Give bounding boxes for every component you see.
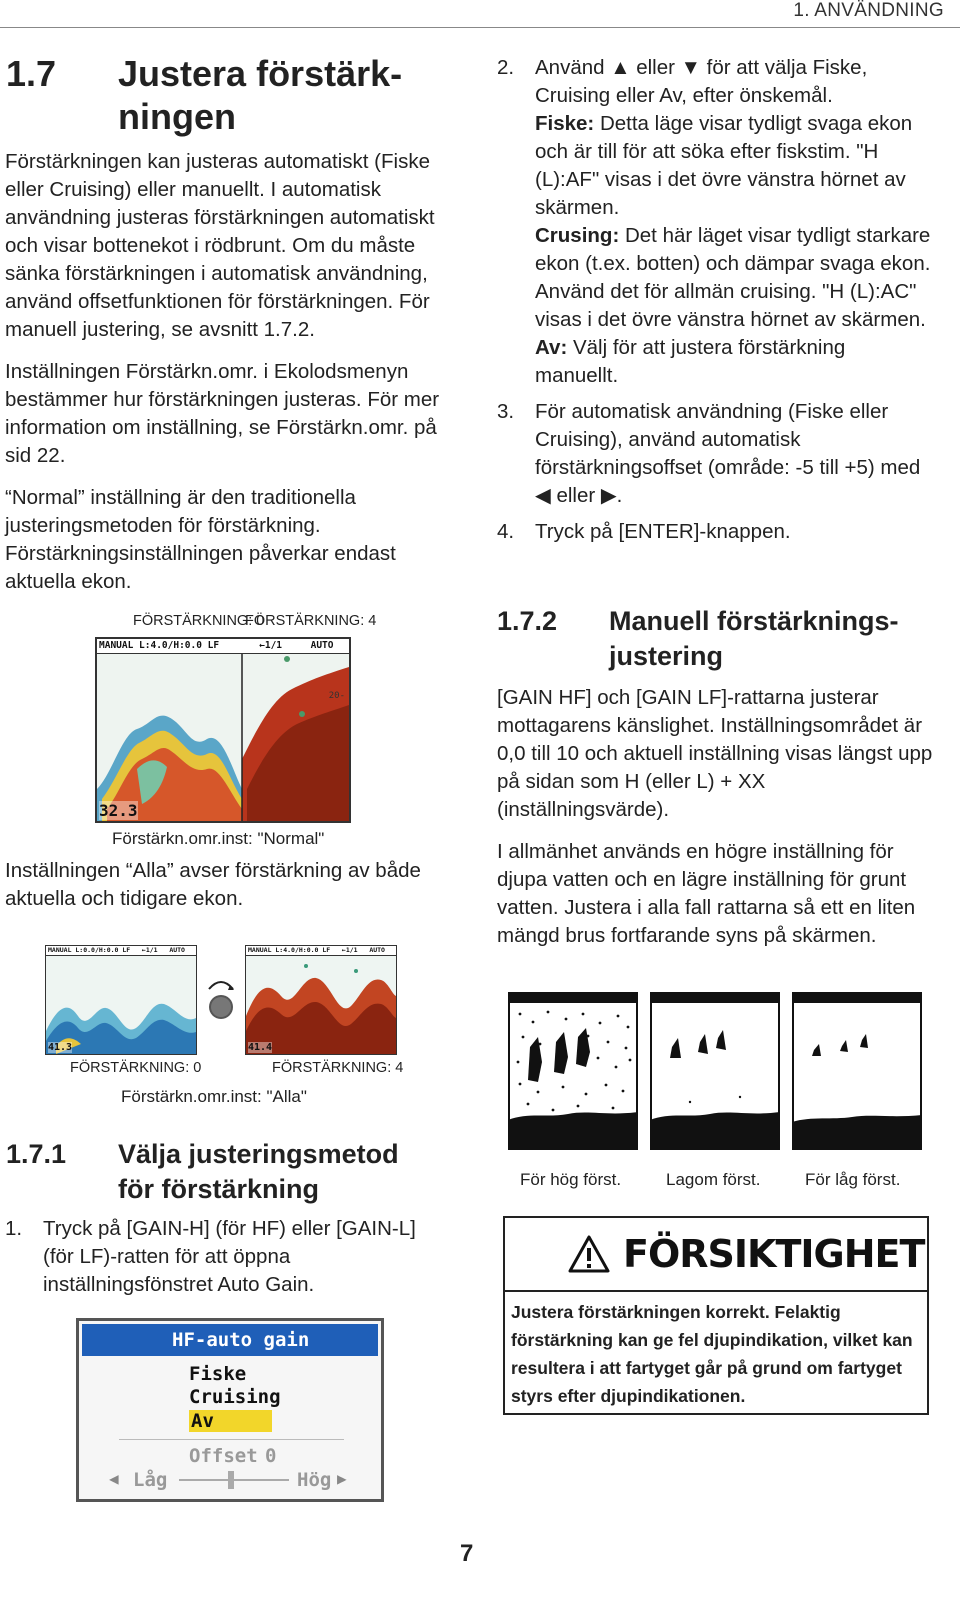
fig1-depth-readout: 32.3 bbox=[99, 801, 138, 820]
fig1-label-left: FÖRSTÄRKNING: 0 bbox=[133, 613, 265, 629]
gain-too-low-illustration bbox=[792, 992, 922, 1155]
fig1-echogram bbox=[97, 639, 349, 821]
step3-number: 3. bbox=[497, 400, 515, 423]
subsection-172-heading bbox=[497, 604, 937, 674]
fiske-text: Detta läge visar tydligt svaga ekon och är till för att söka efter fiskstim. "H (L):AF" visas i det övre vänstra hörnet av skärmen. bbox=[535, 112, 913, 219]
fig2-label-left: FÖRSTÄRKNING: 0 bbox=[70, 1060, 202, 1076]
dialog-offset-label: Offset bbox=[189, 1445, 258, 1467]
running-header: 1. ANVÄNDNING bbox=[793, 0, 944, 21]
fig2-echogram-right bbox=[246, 946, 396, 1054]
slider-right-arrow-icon[interactable]: ▶ bbox=[337, 1469, 347, 1488]
step4-text: Tryck på [ENTER]-knappen. bbox=[535, 520, 791, 543]
fig2-label-right: FÖRSTÄRKNING: 4 bbox=[272, 1060, 404, 1076]
subsection-171-number: 1.7.1 bbox=[6, 1139, 67, 1169]
av-text: Välj för att justera förstärkning manuellt. bbox=[535, 336, 846, 387]
gain-correct-illustration bbox=[650, 992, 780, 1155]
offset-slider-thumb[interactable] bbox=[228, 1471, 234, 1489]
section-number: 1.7 bbox=[6, 53, 57, 94]
subsection-171-title-line1: Välja justeringsmetod bbox=[118, 1139, 399, 1169]
fig2-right-depth: 41.4 bbox=[248, 1042, 273, 1053]
dialog-option-fiske[interactable]: Fiske bbox=[189, 1363, 247, 1385]
alla-paragraph: Inställningen “Alla” avser förstärkning av både aktuella och tidigare ekon. bbox=[5, 859, 421, 910]
header-rule bbox=[0, 27, 960, 28]
step4-number: 4. bbox=[497, 520, 515, 543]
fiske-term: Fiske: bbox=[535, 112, 595, 135]
gain-knob-icon bbox=[203, 975, 239, 1030]
section-title-line1: Justera förstärk- bbox=[118, 53, 403, 94]
right-steps bbox=[497, 54, 933, 546]
subsection-171-heading bbox=[6, 1137, 446, 1207]
step2-intro: Använd ▲ eller ▼ för att välja Fiske, Cruising eller Av, efter önskemål. bbox=[535, 56, 868, 107]
section-heading bbox=[6, 52, 446, 138]
alla-paragraph-wrap bbox=[5, 857, 450, 927]
caution-title: FÖRSIKTIGHET bbox=[505, 1218, 927, 1292]
menu-paragraph: Inställningen Förstärkn.omr. i Ekolodsmenyn bestämmer hur förstärkningen justeras. För mer information om inställning, se Förstärkn.omr. på sid 22. bbox=[5, 360, 440, 467]
manual-gain-paragraph1: [GAIN HF] och [GAIN LF]-rattarna justerar mottagarens känslighet. Inställningsområdet är 0,0 till 10 och aktuell inställning visas längst upp på sidan som H (eller L) + XX (inställningsvärde). bbox=[497, 686, 933, 821]
dialog-option-av[interactable] bbox=[189, 1410, 272, 1432]
slider-left-arrow-icon[interactable]: ◀ bbox=[109, 1469, 119, 1488]
section-title-line2: ningen bbox=[118, 96, 236, 137]
subsection-172-number: 1.7.2 bbox=[497, 606, 558, 636]
fig1-sonar-screen bbox=[95, 637, 351, 823]
step3-text: För automatisk användning (Fiske eller Cruising), använd automatisk förstärkningsoffset (område: -5 till +5) med ◀ eller ▶. bbox=[535, 400, 921, 507]
subsection-172-title-line2: justering bbox=[609, 641, 724, 671]
left-intro bbox=[5, 148, 445, 610]
step2-number: 2. bbox=[497, 56, 515, 79]
subsection-172-title-line1: Manuell förstärknings- bbox=[609, 606, 899, 636]
gain-too-high-illustration bbox=[508, 992, 638, 1155]
slider-high-label: Hög bbox=[297, 1469, 332, 1491]
fig2-left-depth: 41.3 bbox=[48, 1042, 73, 1053]
fig1-screen-header: MANUAL L:4.0/H:0.0 LF ←1/1 AUTO bbox=[97, 639, 349, 654]
fig1-caption: Förstärkn.omr.inst: "Normal" bbox=[112, 829, 325, 848]
step1 bbox=[5, 1215, 445, 1299]
fig2-left-header: MANUAL L:0.0/H:0.0 LF ←1/1 AUTO bbox=[46, 946, 196, 956]
manual-gain-paragraph2: I allmänhet används en högre inställning för djupa vatten och en lägre inställning för grunt vatten. Justera i alla fall rattarna så ett en liten mängd brus fortfarande syns på skärmen. bbox=[497, 840, 916, 947]
manual-gain-text bbox=[497, 684, 933, 964]
caption-too-high: För hög först. bbox=[520, 1170, 622, 1189]
dialog-title: HF-auto gain bbox=[82, 1324, 378, 1356]
av-term: Av: bbox=[535, 336, 568, 359]
dialog-option-cruising[interactable]: Cruising bbox=[189, 1386, 281, 1408]
slider-low-label: Låg bbox=[133, 1469, 168, 1491]
intro-paragraph: Förstärkningen kan justeras automatiskt (Fiske eller Cruising) eller manuellt. I automatisk användning justeras förstärkningen automatiskt och visar bottenekot i rödbrunt. Om du måste sänka förstärkningen i automatisk användning, använd offsetfunktionen för förstärkningen. För manuell justering, se avsnitt 1.7.2. bbox=[5, 150, 435, 341]
offset-slider-track[interactable] bbox=[179, 1479, 289, 1481]
caption-too-low: För låg först. bbox=[805, 1170, 901, 1189]
dialog-offset-value: 0 bbox=[265, 1445, 277, 1467]
step1-number: 1. bbox=[5, 1217, 23, 1240]
fig2-sonar-right bbox=[245, 945, 397, 1055]
step1-text: Tryck på [GAIN-H] (för HF) eller [GAIN-L] (för LF)-ratten för att öppna inställningsfönstret Auto Gain. bbox=[43, 1217, 416, 1296]
subsection-171-title-line2: för förstärkning bbox=[118, 1174, 320, 1204]
fig2-echogram-left bbox=[46, 946, 196, 1054]
fig1-label-right: FÖRSTÄRKNING: 4 bbox=[245, 613, 377, 629]
page-number: 7 bbox=[460, 1540, 474, 1567]
fig1-scale-mark: 20- bbox=[328, 691, 345, 701]
crusing-term: Crusing: bbox=[535, 224, 620, 247]
dialog-divider bbox=[119, 1439, 344, 1440]
fig2-sonar-left bbox=[45, 945, 197, 1055]
caution-text: Justera förstärkningen korrekt. Felaktig förstärkning kan ge fel djupindikation, vilket kan resultera i att fartyget går på grund om fartyget styrs efter djupindikationen. bbox=[511, 1302, 913, 1406]
caution-box bbox=[503, 1216, 929, 1415]
caption-correct: Lagom först. bbox=[666, 1170, 761, 1189]
fig2-caption: Förstärkn.omr.inst: "Alla" bbox=[121, 1087, 307, 1106]
crusing-text: Det här läget visar tydligt starkare ekon (t.ex. botten) och dämpar svaga ekon. Använd det för allmän cruising. "H (L):AC" visas i det övre vänstra hörnet av skärmen. bbox=[535, 224, 931, 331]
fig2-right-header: MANUAL L:4.0/H:0.0 LF ←1/1 AUTO bbox=[246, 946, 396, 956]
normal-paragraph: “Normal” inställning är den traditionella justeringsmetoden för förstärkning. Förstärkningsinställningen påverkar endast aktuella ekon. bbox=[5, 486, 396, 593]
dialog-option-av-label: Av bbox=[189, 1410, 272, 1432]
hf-auto-gain-dialog bbox=[76, 1318, 384, 1502]
